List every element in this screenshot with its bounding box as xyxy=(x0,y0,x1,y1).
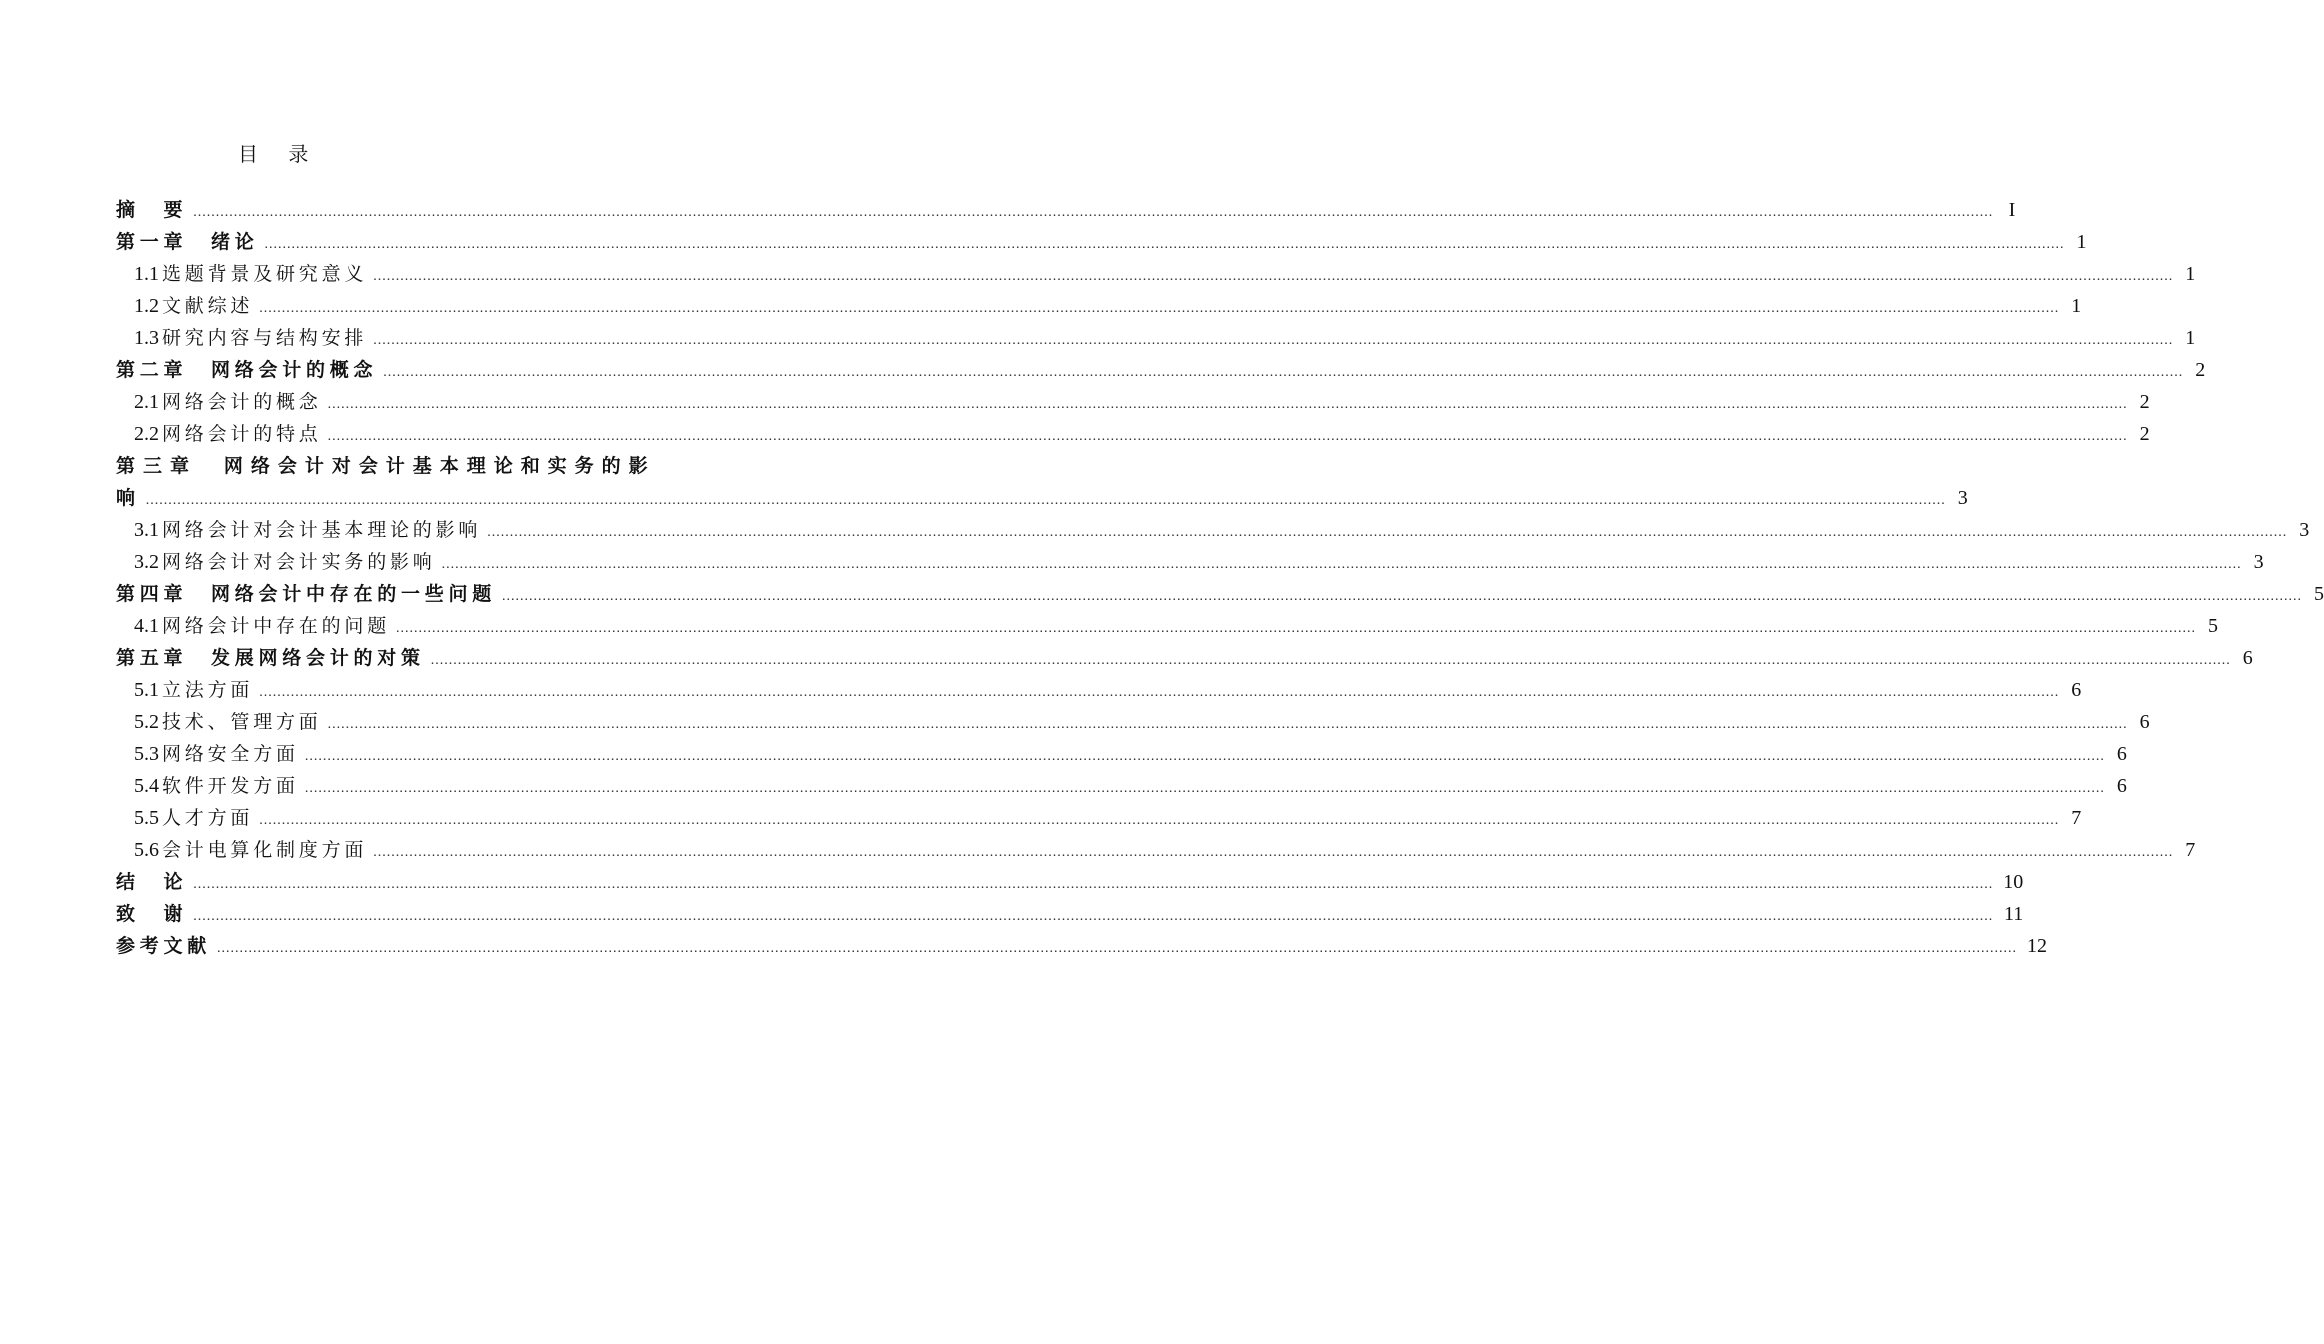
toc-entry[interactable] xyxy=(116,482,1968,514)
toc-leader-dots: ................................................................................................................................................................................................................................................................................................................................................................................................................ xyxy=(304,749,2105,764)
toc-leader-dots: ................................................................................................................................................................................................................................................................................................................................................................................................................ xyxy=(304,781,2105,796)
toc-entry-page: 2 xyxy=(2139,423,2150,445)
toc-entry-page: 3 xyxy=(2253,551,2264,573)
toc-entry[interactable] xyxy=(116,194,2016,226)
toc-entry-label: 摘 要 xyxy=(116,199,188,221)
toc-entry-page: 2 xyxy=(2139,391,2150,413)
toc-leader-dots: ................................................................................................................................................................................................................................................................................................................................................................................................................ xyxy=(193,877,1994,892)
toc-entry-label: 网络会计的特点 xyxy=(162,423,322,445)
toc-entry-page: 2 xyxy=(2195,359,2206,381)
toc-entry-label: 第四章 网络会计中存在的一些问题 xyxy=(116,583,497,605)
toc-entry-label: 网络会计中存在的问题 xyxy=(162,615,391,637)
toc-entry-page: 6 xyxy=(2116,775,2127,797)
toc-leader-dots: ................................................................................................................................................................................................................................................................................................................................................................................................................ xyxy=(373,845,2174,860)
toc-entry-page: 3 xyxy=(1957,487,1968,509)
toc-entry-label: 结 论 xyxy=(116,871,188,893)
toc-entry[interactable] xyxy=(116,770,2127,802)
toc-entry[interactable] xyxy=(116,738,2127,770)
toc-entry-label: 技术、管理方面 xyxy=(162,711,322,733)
toc-entry-page: 12 xyxy=(2027,935,2048,957)
toc-entry[interactable] xyxy=(116,450,830,482)
toc-entry[interactable] xyxy=(116,674,2082,706)
toc-entry[interactable] xyxy=(116,290,2082,322)
toc-leader-dots: ................................................................................................................................................................................................................................................................................................................................................................................................................ xyxy=(193,909,1994,924)
toc-entry-number: 1.2 xyxy=(134,295,159,317)
toc-leader-dots: ................................................................................................................................................................................................................................................................................................................................................................................................................ xyxy=(259,685,2060,700)
toc-entry[interactable] xyxy=(116,834,2196,866)
toc-leader-dots: ................................................................................................................................................................................................................................................................................................................................................................................................................ xyxy=(264,237,2065,252)
toc-entry[interactable] xyxy=(116,610,2219,642)
toc-entry-label: 文献综述 xyxy=(162,295,254,317)
toc-title: 目 录 xyxy=(238,142,321,166)
toc-entry-number: 5.4 xyxy=(134,775,159,797)
toc-entry-label: 参考文献 xyxy=(116,935,212,957)
toc-entry[interactable] xyxy=(116,354,2206,386)
toc-entry-number: 5.2 xyxy=(134,711,159,733)
toc-entry-label: 网络会计的概念 xyxy=(162,391,322,413)
toc-entry-number: 1.1 xyxy=(134,263,159,285)
toc-leader-dots: ................................................................................................................................................................................................................................................................................................................................................................................................................ xyxy=(373,333,2174,348)
toc-entry-page: 1 xyxy=(2076,231,2087,253)
toc-entry-number: 2.2 xyxy=(134,423,159,445)
toc-leader-dots: ................................................................................................................................................................................................................................................................................................................................................................................................................ xyxy=(487,525,2288,540)
toc-entry-page: 6 xyxy=(2116,743,2127,765)
toc-leader-dots: ................................................................................................................................................................................................................................................................................................................................................................................................................ xyxy=(502,589,2303,604)
toc-leader-dots: ................................................................................................................................................................................................................................................................................................................................................................................................................ xyxy=(373,269,2174,284)
toc-leader-dots: ................................................................................................................................................................................................................................................................................................................................................................................................................ xyxy=(327,429,2128,444)
toc-entry-page: 7 xyxy=(2071,807,2082,829)
toc-entry[interactable] xyxy=(116,418,2150,450)
toc-leader-dots: ................................................................................................................................................................................................................................................................................................................................................................................................................ xyxy=(193,205,1994,220)
toc-entry-number: 5.6 xyxy=(134,839,159,861)
toc-leader-dots: ................................................................................................................................................................................................................................................................................................................................................................................................................ xyxy=(430,653,2231,668)
toc-leader-dots: ................................................................................................................................................................................................................................................................................................................................................................................................................ xyxy=(217,941,2018,956)
toc-entry-page: 5 xyxy=(2314,583,2324,605)
toc-entry-label: 立法方面 xyxy=(162,679,254,701)
toc-entry[interactable] xyxy=(116,322,2196,354)
toc-entry-label: 第五章 发展网络会计的对策 xyxy=(116,647,425,669)
toc-entry-label: 研究内容与结构安排 xyxy=(162,327,368,349)
toc-entry-number: 3.2 xyxy=(134,551,159,573)
toc-entry-number: 5.5 xyxy=(134,807,159,829)
toc-leader-dots: ................................................................................................................................................................................................................................................................................................................................................................................................................ xyxy=(327,397,2128,412)
toc-entry-page: 1 xyxy=(2185,263,2196,285)
toc-entry-label: 会计电算化制度方面 xyxy=(162,839,368,861)
toc-entry[interactable] xyxy=(116,386,2150,418)
toc-leader-dots: ................................................................................................................................................................................................................................................................................................................................................................................................................ xyxy=(327,717,2128,732)
toc-entry-page: 1 xyxy=(2185,327,2196,349)
toc-leader-dots: ................................................................................................................................................................................................................................................................................................................................................................................................................ xyxy=(259,813,2060,828)
toc-entry-label: 人才方面 xyxy=(162,807,254,829)
toc-entry-page: 1 xyxy=(2071,295,2082,317)
toc-entry-label: 致 谢 xyxy=(116,903,188,925)
toc-entry[interactable] xyxy=(116,930,2048,962)
toc-entry-label: 网络会计对会计基本理论的影响 xyxy=(162,519,482,541)
toc-entry-page: 7 xyxy=(2185,839,2196,861)
toc-entry-page: I xyxy=(2008,199,2016,221)
toc-entry-number: 5.3 xyxy=(134,743,159,765)
toc-leader-dots: ................................................................................................................................................................................................................................................................................................................................................................................................................ xyxy=(383,365,2184,380)
toc-entry[interactable] xyxy=(116,706,2150,738)
toc-leader-dots: ................................................................................................................................................................................................................................................................................................................................................................................................................ xyxy=(145,493,1946,508)
toc-leader-dots: ................................................................................................................................................................................................................................................................................................................................................................................................................ xyxy=(441,557,2242,572)
toc-entry-page: 3 xyxy=(2299,519,2310,541)
toc-entry[interactable] xyxy=(116,642,2253,674)
toc-entry-number: 4.1 xyxy=(134,615,159,637)
toc-entry-number: 3.1 xyxy=(134,519,159,541)
toc-entry-page: 5 xyxy=(2208,615,2219,637)
toc-entry-label: 第一章 绪论 xyxy=(116,231,259,253)
toc-entry[interactable] xyxy=(116,578,2324,610)
toc-entry-label: 第三章 网络会计对会计基本理论和实务的影 xyxy=(116,455,656,477)
toc-leader-dots: ................................................................................................................................................................................................................................................................................................................................................................................................................ xyxy=(396,621,2197,636)
table-of-contents xyxy=(116,194,2324,962)
toc-entry-page: 10 xyxy=(2003,871,2024,893)
toc-entry[interactable] xyxy=(116,866,2024,898)
toc-entry-page: 6 xyxy=(2139,711,2150,733)
toc-entry-label: 网络会计对会计实务的影响 xyxy=(162,551,436,573)
toc-leader-dots: ................................................................................................................................................................................................................................................................................................................................................................................................................ xyxy=(259,301,2060,316)
toc-entry-page: 11 xyxy=(2004,903,2024,925)
toc-entry-label: 软件开发方面 xyxy=(162,775,299,797)
toc-entry[interactable] xyxy=(116,802,2082,834)
toc-entry[interactable] xyxy=(116,514,2310,546)
toc-entry[interactable] xyxy=(116,898,2024,930)
toc-entry-number: 2.1 xyxy=(134,391,159,413)
toc-entry[interactable] xyxy=(116,258,2196,290)
toc-entry-label: 网络安全方面 xyxy=(162,743,299,765)
toc-entry[interactable] xyxy=(116,546,2264,578)
toc-entry-number: 1.3 xyxy=(134,327,159,349)
toc-entry-label: 响 xyxy=(116,487,140,509)
toc-entry[interactable] xyxy=(116,226,2087,258)
toc-entry-label: 选题背景及研究意义 xyxy=(162,263,368,285)
toc-entry-number: 5.1 xyxy=(134,679,159,701)
toc-entry-page: 6 xyxy=(2071,679,2082,701)
toc-entry-page: 6 xyxy=(2242,647,2253,669)
toc-entry-label: 第二章 网络会计的概念 xyxy=(116,359,378,381)
